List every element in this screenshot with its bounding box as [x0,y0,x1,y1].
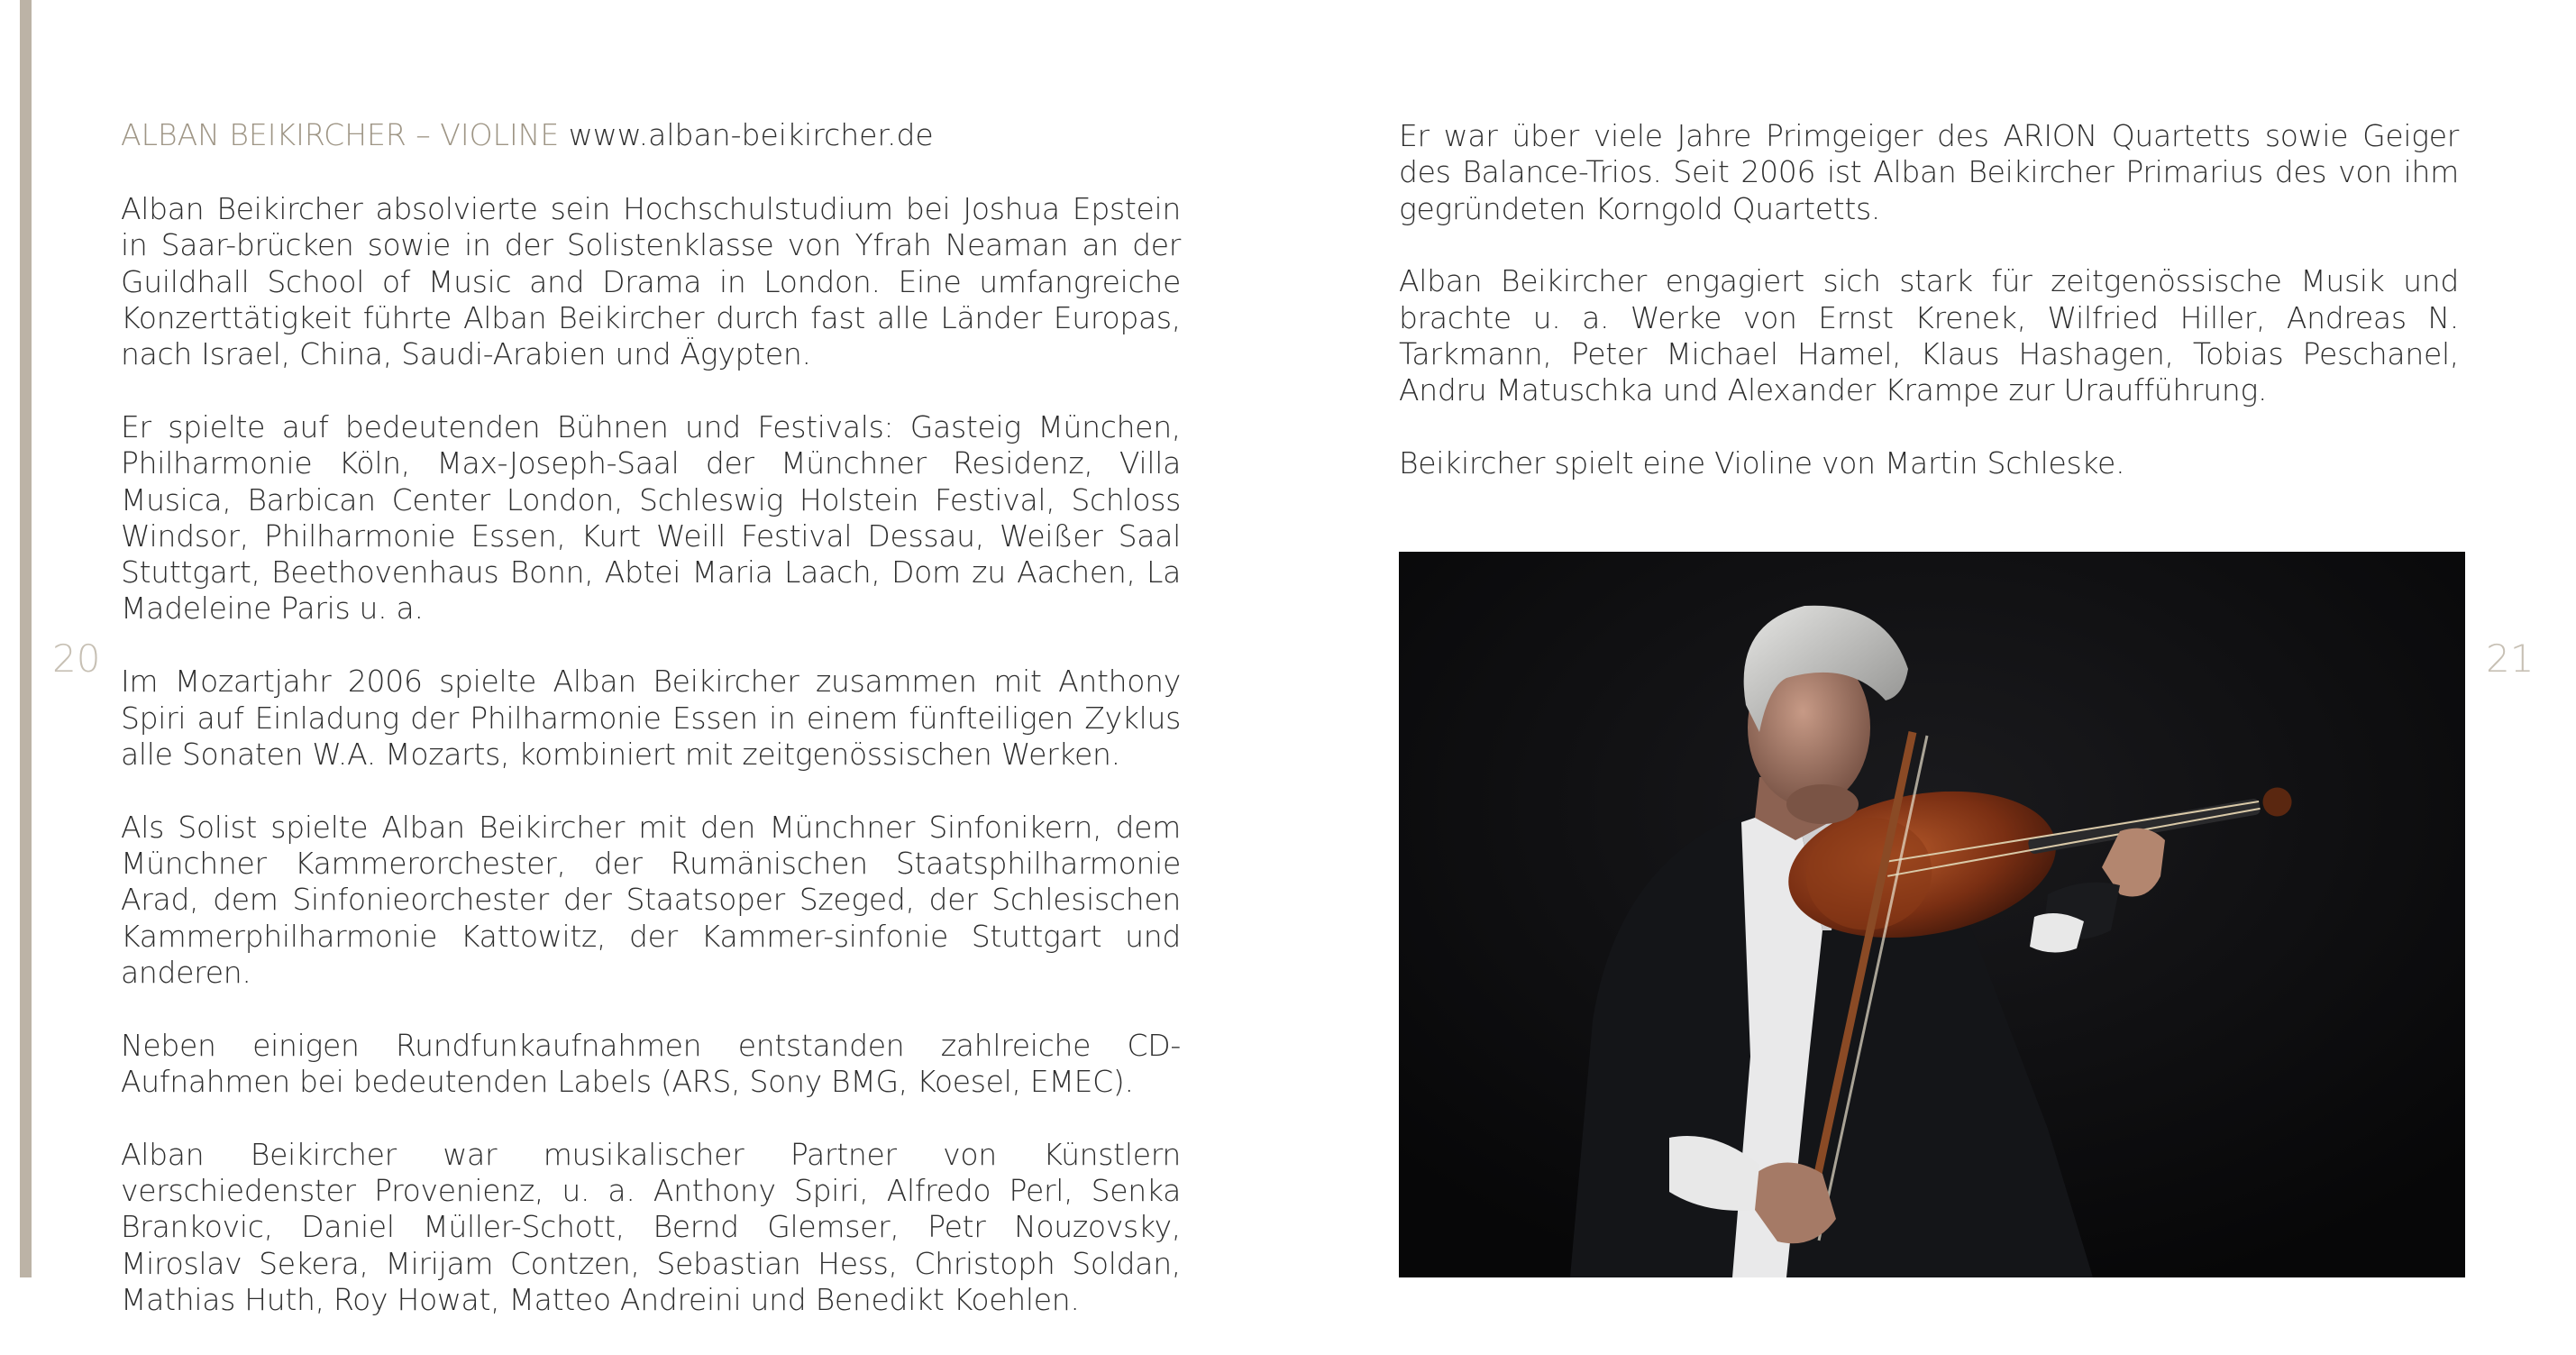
page-number-right: 21 [2486,636,2535,681]
page-spine-bar [20,0,32,1277]
artist-name-heading: ALBAN BEIKIRCHER – VIOLINE [121,117,560,152]
bio-paragraph: Als Solist spielte Alban Beikircher mit den Münchner Sinfonikern, dem Münchner Kammerorchester, der Rumänischen Staatsphilharmonie Arad, dem Sinfonieorchester der Staatsoper Szeged, der Schlesischen Kammerphilharmonie Kattowitz, der Kammer-sinfonie Stuttgart und anderen. [121,809,1181,990]
bio-paragraph: Alban Beikircher absolvierte sein Hochschulstudium bei Joshua Epstein in Saar-brücken sowie in der Solistenklasse von Yfrah Neaman an der Guildhall School of Music and Drama in London. Eine umfangreiche Konzerttätigkeit führte Alban Beikircher durch fast alle Länder Europas, nach Israel, China, Saudi-Arabien und Ägypten. [121,191,1181,372]
bio-paragraph: Alban Beikircher engagiert sich stark für zeitgenössische Musik und brachte u. a. Werke von Ernst Krenek, Wilfried Hiller, Andreas N. Tarkmann, Peter Michael Hamel, Klaus Hashagen, Tobias Peschanel, Andru Matuschka und Alexander Krampe zur Uraufführung. [1399,263,2459,408]
bio-paragraph: Er war über viele Jahre Primgeiger des ARION Quartetts sowie Geiger des Balance-Trios. Seit 2006 ist Alban Beikircher Primarius des von ihm gegründeten Korngold Quartetts. [1399,118,2459,226]
bio-paragraph: Er spielte auf bedeutenden Bühnen und Festivals: Gasteig München, Philharmonie Köln, Max-Joseph-Saal der Münchner Residenz, Villa Musica, Barbican Center London, Schleswig Holstein Festival, Schloss Windsor, Philharmonie Essen, Kurt Weill Festival Dessau, Weißer Saal Stuttgart, Beethovenhaus Bonn, Abtei Maria Laach, Dom zu Aachen, La Madeleine Paris u. a. [121,408,1181,627]
artist-header [121,117,934,153]
violinist-photo [1399,552,2465,1277]
bio-paragraph: Neben einigen Rundfunkaufnahmen entstanden zahlreiche CD-Aufnahmen bei bedeutenden Labels (ARS, Sony BMG, Koesel, EMEC). [121,1027,1181,1099]
bio-paragraph: Alban Beikircher war musikalischer Partner von Künstlern verschiedenster Provenienz, u. a. Anthony Spiri, Alfredo Perl, Senka Brankovic, Daniel Müller-Schott, Bernd Glemser, Petr Nouzovsky, Miroslav Sekera, Mirijam Contzen, Sebastian Hess, Christoph Soldan, Mathias Huth, Roy Howat, Matteo Andreini und Benedikt Koehlen. [121,1136,1181,1317]
right-text-column [1399,118,2459,518]
bio-paragraph: Beikircher spielt eine Violine von Martin Schleske. [1399,445,2125,481]
bio-paragraph: Im Mozartjahr 2006 spielte Alban Beikircher zusammen mit Anthony Spiri auf Einladung der Philharmonie Essen in einem fünfteiligen Zyklus alle Sonaten W.A. Mozarts, kombiniert mit zeitgenössischen Werken. [121,664,1181,772]
website-link[interactable]: www.alban-beikircher.de [568,117,934,152]
page-number-left: 20 [52,636,101,681]
left-text-column [121,191,1181,1355]
